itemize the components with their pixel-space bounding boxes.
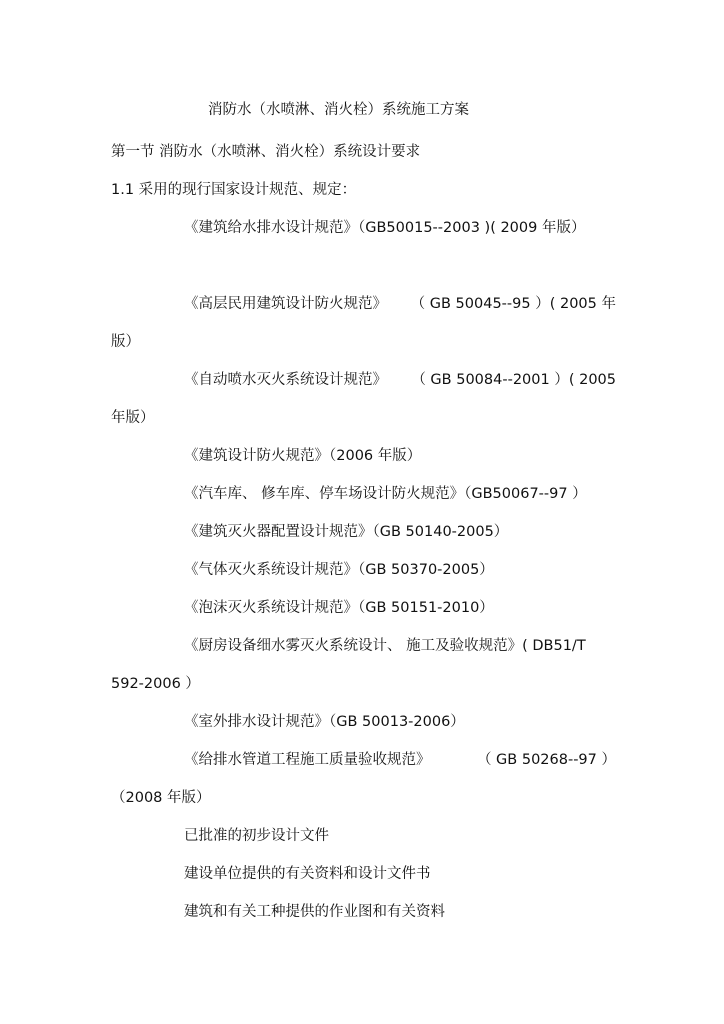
spec-item-name: 《自动喷水灭火系统设计规范》 [184,372,387,388]
spec-item: 《建筑灭火器配置设计规范》（GB 50140-2005） [184,524,509,540]
spec-item [184,750,616,770]
reference-item: 已批准的初步设计文件 [184,828,329,844]
spec-item: 《室外排水设计规范》（GB 50013-2006） [184,714,465,730]
spec-item: 《建筑给水排水设计规范》（GB50015--2003 )( 2009 年版） [184,220,586,236]
spec-item-continuation: 版） [111,334,140,350]
subsection-heading: 1.1 采用的现行国家设计规范、规定： [111,182,357,198]
spec-item: 《气体灭火系统设计规范》（GB 50370-2005） [184,562,494,578]
reference-item: 建筑和有关工种提供的作业图和有关资料 [184,904,445,920]
spec-item-code: （ GB 50268--97 ） [476,752,616,768]
spec-item [184,370,616,390]
spec-item-code: （ GB 50045--95 ）( 2005 年 [410,296,616,312]
spec-item: 《泡沫灭火系统设计规范》（GB 50151-2010） [184,600,494,616]
spec-item-name: 《高层民用建筑设计防火规范》 [184,296,387,312]
spec-item: 《建筑设计防火规范》（2006 年版） [184,448,422,464]
doc-title: 消防水（水喷淋、消火栓）系统施工方案 [208,102,469,118]
spec-item: 《汽车库、 修车库、停车场设计防火规范》（GB50067--97 ） [184,486,587,502]
spec-item: 《厨房设备细水雾灭火系统设计、 施工及验收规范》( DB51/T [184,638,586,654]
spec-item-code: （ GB 50084--2001 ）( 2005 [411,372,616,388]
spec-item-continuation: （2008 年版） [111,790,211,806]
spec-item-name: 《给排水管道工程施工质量验收规范》 [184,752,431,768]
section-heading: 第一节 消防水（水喷淋、消火栓）系统设计要求 [111,144,421,160]
spec-item-continuation: 年版） [111,410,155,426]
spec-item [184,294,616,314]
spec-item-continuation: 592-2006 ） [111,676,200,692]
reference-item: 建设单位提供的有关资料和设计文件书 [184,866,431,882]
